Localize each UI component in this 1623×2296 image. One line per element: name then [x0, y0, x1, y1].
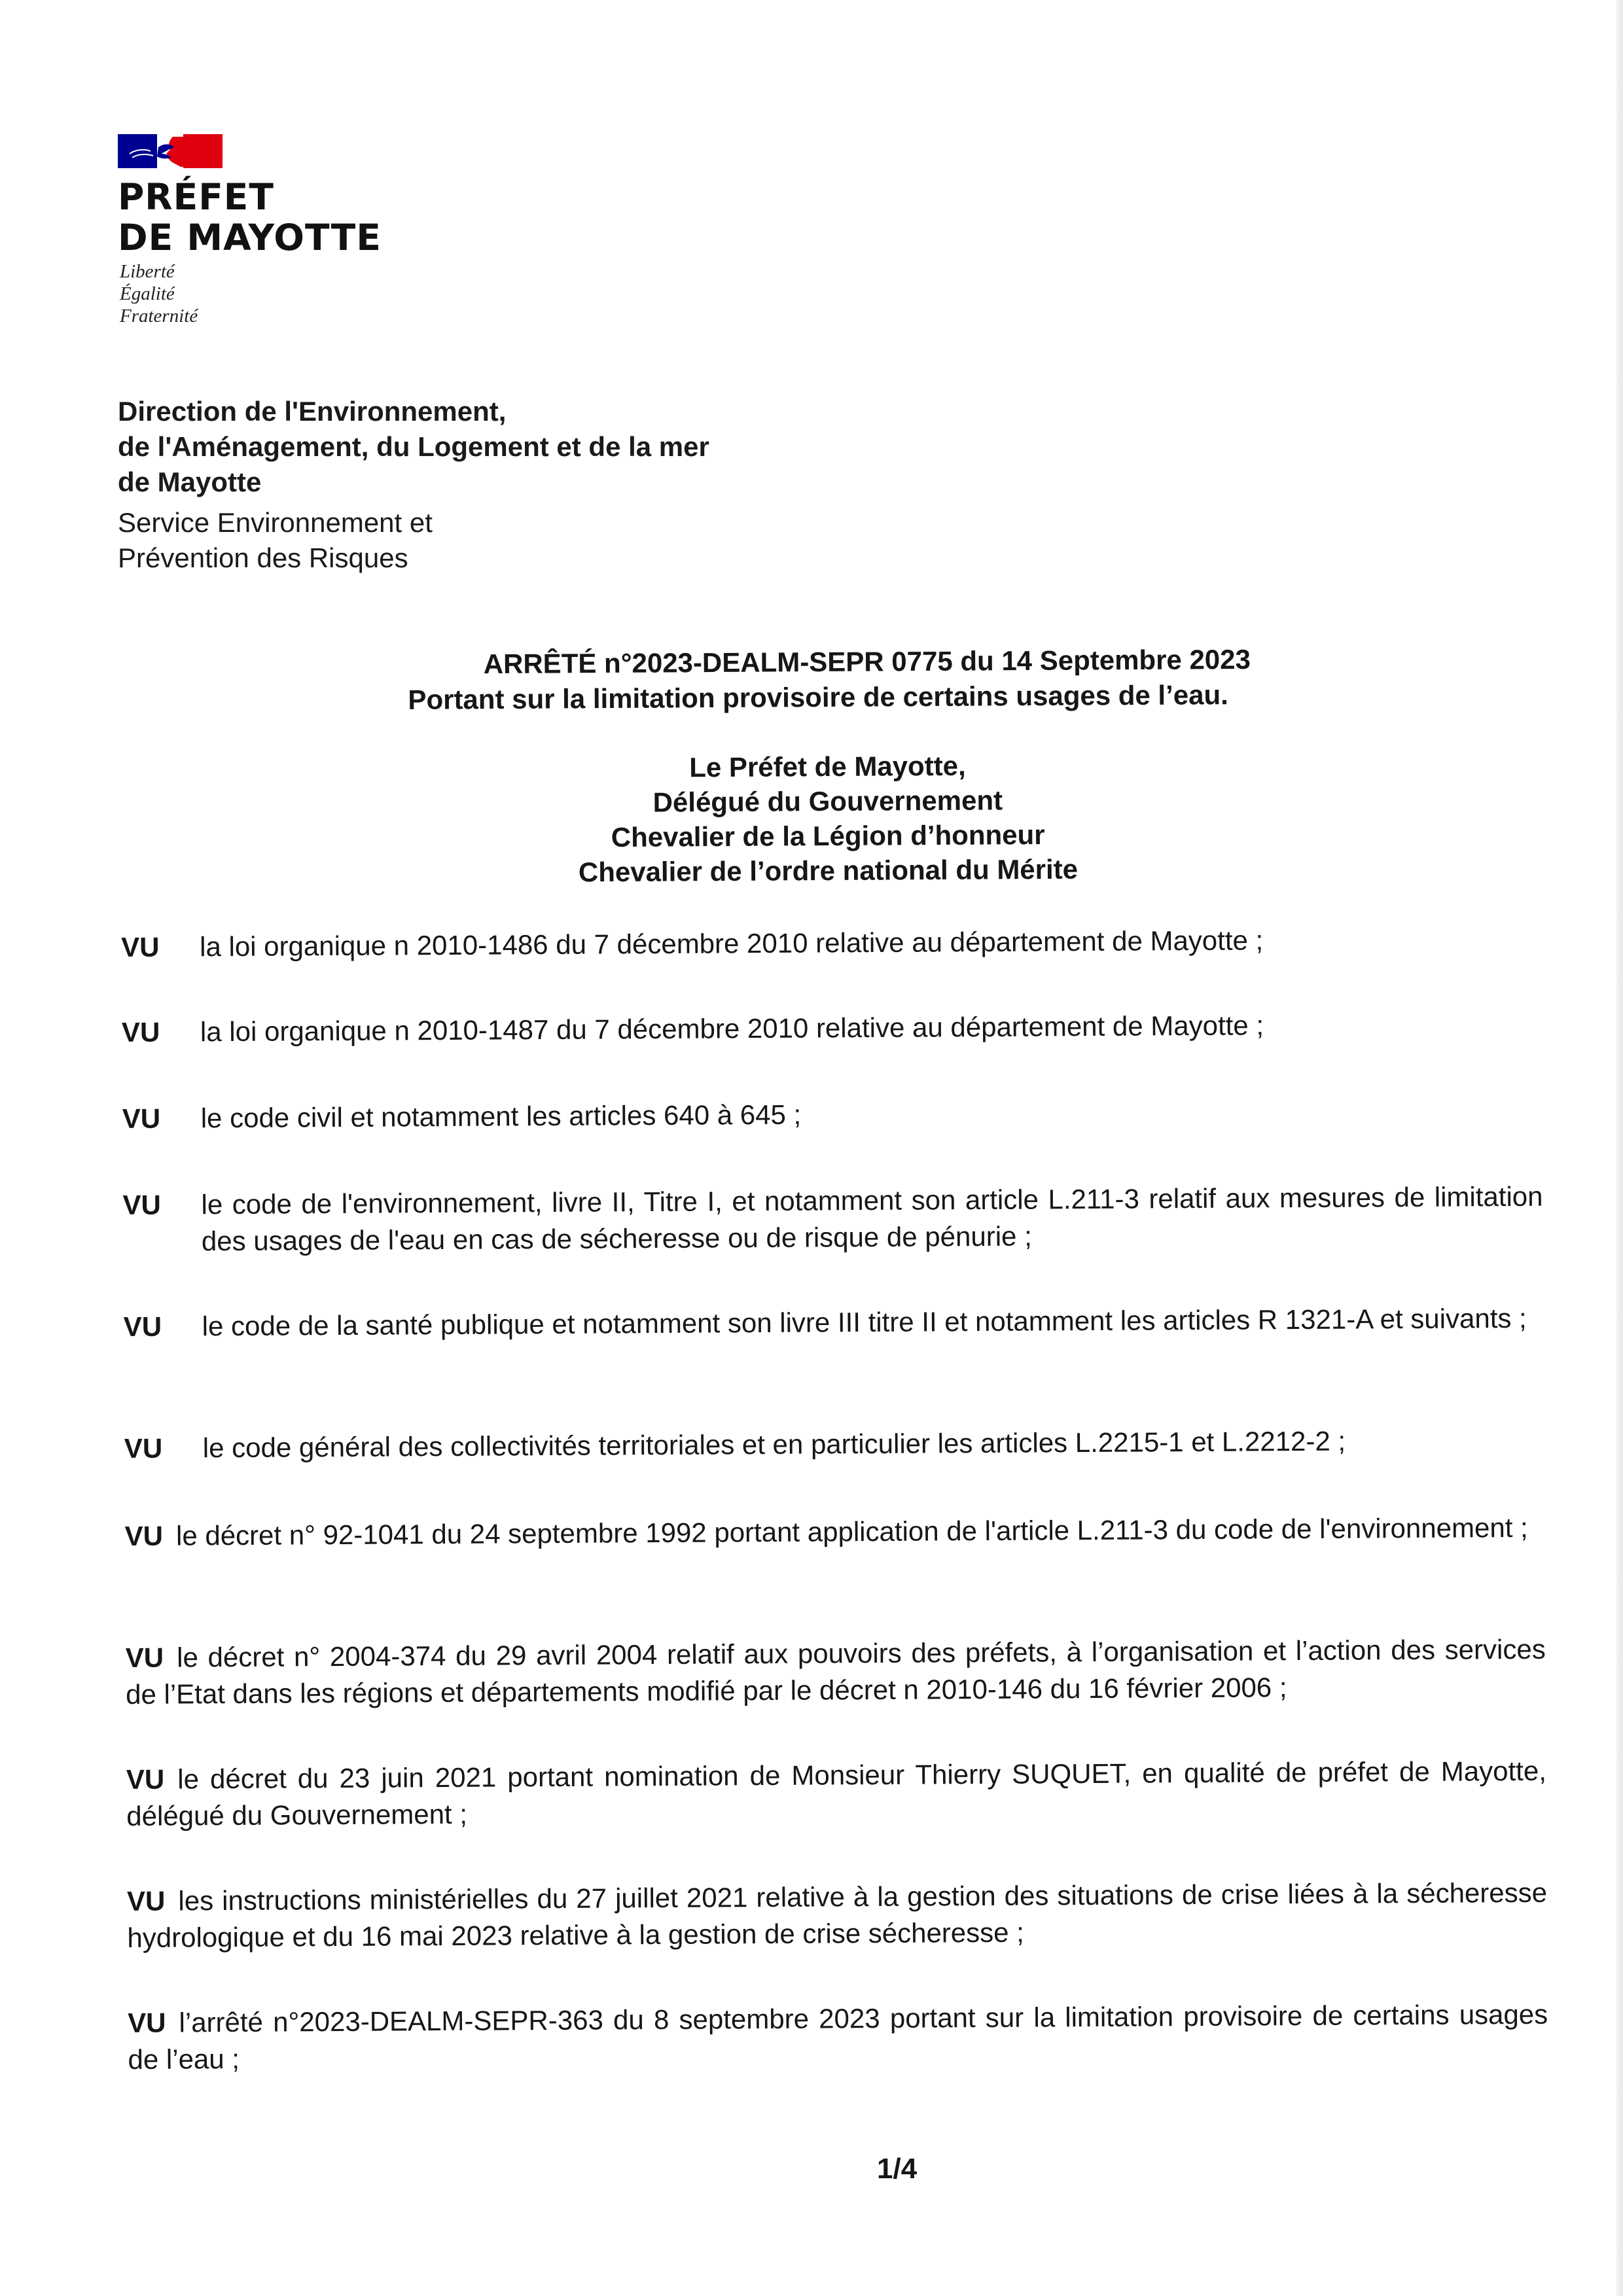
- prefet-title-line-3: Chevalier de la Légion d’honneur: [611, 819, 1045, 853]
- vu-item: [126, 1753, 1547, 1835]
- vu-tag: VU: [123, 1311, 162, 1342]
- devise-egalite: Égalité: [120, 283, 175, 304]
- service-line-2: Prévention des Risques: [118, 542, 408, 573]
- devise-fraternite: Fraternité: [120, 306, 198, 327]
- direction-line-1: Direction de l'Environnement,: [118, 396, 507, 427]
- vu-tag: VU: [128, 2007, 166, 2038]
- vu-text: la loi organique n 2010-1487 du 7 décembre 2010 relative au département de Mayotte ;: [200, 1010, 1264, 1048]
- vu-item: [128, 1996, 1548, 2078]
- vu-tag: VU: [122, 1189, 162, 1220]
- vu-item: [124, 1510, 1544, 1555]
- devise-liberte: Liberté: [120, 261, 175, 282]
- page-number: 1/4: [877, 2153, 918, 2185]
- prefet-titles: [457, 747, 1198, 891]
- vu-item: [122, 1092, 1543, 1137]
- marianne-logo-icon: [118, 134, 223, 168]
- vu-tag: VU: [126, 1763, 165, 1795]
- prefet-title-line-1: Le Préfet de Mayotte,: [689, 750, 966, 783]
- vu-item: [121, 921, 1541, 966]
- vu-text: l’arrêté n°2023-DEALM-SEPR-363 du 8 septembre 2023 portant sur la limitation provisoire de certains usages de l’eau ;: [128, 1998, 1548, 2075]
- vu-item: [124, 1300, 1544, 1345]
- vu-tag: VU: [122, 1103, 161, 1134]
- vu-text: le code de la santé publique et notamment son livre III titre II et notamment les articles R 1321-A et suivants ;: [202, 1302, 1527, 1342]
- vu-text: le code civil et notamment les articles 640 à 645 ;: [200, 1099, 802, 1134]
- devise: [120, 260, 198, 327]
- vu-text: les instructions ministérielles du 27 juillet 2021 relative à la gestion des situations de crise liées à la sécheresse hydrologique et du 16 mai 2023 relative à la gestion de crise sécheresse ;: [127, 1877, 1548, 1953]
- vu-text: le code général des collectivités territoriales et en particulier les articles L.2215-1 et L.2212-2 ;: [202, 1425, 1346, 1464]
- decree-title-line-2: Portant sur la limitation provisoire de certains usages de l’eau.: [408, 679, 1228, 715]
- direction-line-2: de l'Aménagement, du Logement et de la mer: [118, 431, 709, 462]
- prefet-title-line-2: Délégué du Gouvernement: [652, 785, 1003, 818]
- vu-text: le décret n° 92-1041 du 24 septembre 1992 portant application de l'article L.211-3 du code de l'environnement ;: [175, 1511, 1528, 1551]
- vu-tag: VU: [121, 1016, 160, 1048]
- vu-item: [124, 1422, 1544, 1467]
- vu-text: la loi organique n 2010-1486 du 7 décembre 2010 relative au département de Mayotte ;: [200, 925, 1264, 963]
- institution-line-2: DE MAYOTTE: [118, 217, 382, 258]
- decree-title: [366, 642, 1270, 718]
- vu-tag: VU: [121, 931, 160, 963]
- vu-text: le code de l'environnement, livre II, Titre I, et notamment son article L.211-3 relatif aux mesures de limitation des usages de l'eau en cas de sécheresse ou de risque de pénurie ;: [201, 1180, 1543, 1257]
- vu-tag: VU: [126, 1885, 166, 1916]
- prefet-title-line-4: Chevalier de l’ordre national du Mérite: [578, 853, 1079, 888]
- issuing-direction: [118, 394, 709, 576]
- vu-tag: VU: [124, 1432, 163, 1464]
- vu-item: [122, 1006, 1542, 1051]
- institution-line-1: PRÉFET: [118, 176, 274, 218]
- service-line-1: Service Environnement et: [118, 507, 433, 538]
- decree-title-line-1: ARRÊTÉ n°2023-DEALM-SEPR 0775 du 14 Septembre 2023: [483, 643, 1251, 680]
- vu-text: le décret n° 2004-374 du 29 avril 2004 relatif aux pouvoirs des préfets, à l’organisation et l’action des services de l’Etat dans les régions et départements modifié par le décret n 2010-146 du 16 février 2006 ;: [126, 1633, 1546, 1710]
- vu-tag: VU: [125, 1642, 164, 1673]
- scan-edge: [1616, 0, 1623, 2296]
- institution-name: [118, 177, 382, 258]
- vu-item: [126, 1631, 1546, 1713]
- vu-text: le décret du 23 juin 2021 portant nomination de Monsieur Thierry SUQUET, en qualité de préfet de Mayotte, délégué du Gouvernement ;: [126, 1755, 1547, 1831]
- direction-line-3: de Mayotte: [118, 467, 262, 497]
- vu-list: [121, 921, 1548, 2075]
- vu-item: [122, 1178, 1543, 1260]
- vu-tag: VU: [124, 1520, 164, 1551]
- vu-item: [127, 1875, 1548, 1956]
